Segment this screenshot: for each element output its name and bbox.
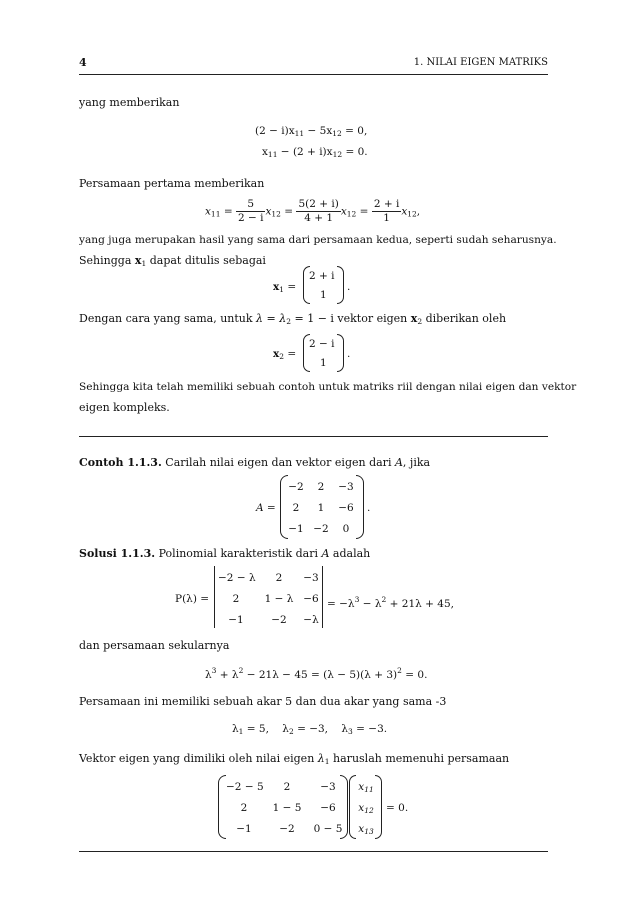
x1-bottom: 1 bbox=[320, 289, 327, 301]
det-left-bar bbox=[214, 566, 215, 628]
paragraph-9: Vektor eigen yang dimiliki oleh nilai eigen $\lambda_1$ haruslah memenuhi persamaan bbox=[79, 752, 510, 766]
contoh-heading: Contoh 1.1.3. Carilah nilai eigen dan vektor eigen dari A, jika bbox=[79, 456, 431, 469]
det-lhs: P(λ) = bbox=[175, 593, 210, 605]
paragraph-2: Persamaan pertama memberikan bbox=[79, 177, 265, 190]
paragraph-4: Sehingga $x_1$ dapat ditulis sebagai bbox=[79, 254, 266, 268]
section-rule-2 bbox=[79, 851, 548, 852]
paragraph-3: yang juga merupakan hasil yang sama dari persamaan kedua, seperti sudah seharusnya. bbox=[79, 234, 557, 246]
vector-right-paren bbox=[375, 775, 382, 839]
x2-bottom: 1 bbox=[320, 357, 327, 369]
matrix-b: −2 − 5 2 −3 2 1 − 5 −6 −1 −2 0 − 5 bbox=[226, 781, 343, 835]
matrix-a: −2 2 −3 2 1 −6 −1 −2 0 bbox=[288, 481, 354, 535]
equation-1a: $(2 - i)x_{11} - 5x_{12} = 0$, bbox=[255, 125, 368, 138]
section-rule-1 bbox=[79, 436, 548, 437]
det-right-bar bbox=[322, 566, 323, 628]
equation-4: $\lambda_1 = 5$, $\lambda_2 = -3$, $\lambda_3 = -3$. bbox=[232, 723, 388, 736]
x1-end: . bbox=[347, 281, 351, 293]
paragraph-8: Persamaan ini memiliki sebuah akar 5 dan dua akar yang sama -3 bbox=[79, 695, 447, 708]
running-header: 1. NILAI EIGEN MATRIKS bbox=[413, 57, 548, 68]
paragraph-7: dan persamaan sekularnya bbox=[79, 639, 230, 652]
solusi-heading: Solusi 1.1.3. Polinomial karakteristik dari A adalah bbox=[79, 547, 371, 560]
paragraph-6a: Sehingga kita telah memiliki sebuah contoh untuk matriks riil dengan nilai eigen dan vektor bbox=[79, 381, 577, 393]
determinant-matrix: −2 − λ 2 −3 2 1 − λ −6 −1 −2 −λ bbox=[218, 572, 319, 626]
matrix-a-right-paren bbox=[356, 475, 364, 539]
header-rule bbox=[79, 74, 548, 75]
matrix-b-right-paren bbox=[340, 775, 348, 839]
x2-top: 2 − i bbox=[309, 338, 335, 350]
matrix-a-end: . bbox=[367, 502, 371, 514]
paragraph-1: yang memberikan bbox=[79, 96, 180, 109]
equation-2: $x_{11}$ = $\frac{5}{2 - i}$ $x_{12}$ = $\frac{5(2 + i)}{4 + 1}$ $x_{12}$ = $\frac{2 + i}{1}$ $x_{12}$, bbox=[205, 198, 421, 224]
x2-lhs: $x_2$ = bbox=[273, 348, 297, 361]
page-number: 4 bbox=[79, 56, 87, 69]
matrix-b-end: = 0. bbox=[386, 802, 409, 814]
x1-right-paren bbox=[337, 266, 344, 304]
matrix-b-left-paren bbox=[218, 775, 226, 839]
matrix-a-lhs: A = bbox=[256, 502, 276, 514]
equation-3: $\lambda^3 + \lambda^2 - 21\lambda - 45 = (\lambda - 5)(\lambda + 3)^2 = 0$. bbox=[205, 666, 428, 681]
x2-right-paren bbox=[337, 334, 344, 372]
paragraph-5: Dengan cara yang sama, untuk $\lambda = \lambda_2 = 1 - i$ vektor eigen $x_2$ diberikan oleh bbox=[79, 312, 507, 326]
x1-lhs: $x_1$ = bbox=[273, 281, 297, 294]
x1-top: 2 + i bbox=[309, 270, 335, 282]
x2-end: . bbox=[347, 348, 351, 360]
det-rhs: = $-\lambda^3 - \lambda^2 + 21\lambda + 45$, bbox=[327, 595, 454, 610]
paragraph-6b: eigen kompleks. bbox=[79, 401, 170, 414]
equation-1b: $x_{11} - (2 + i)x_{12} = 0$. bbox=[262, 146, 368, 159]
unknown-vector: $x_{11}$ $x_{12}$ $x_{13}$ bbox=[358, 781, 374, 836]
